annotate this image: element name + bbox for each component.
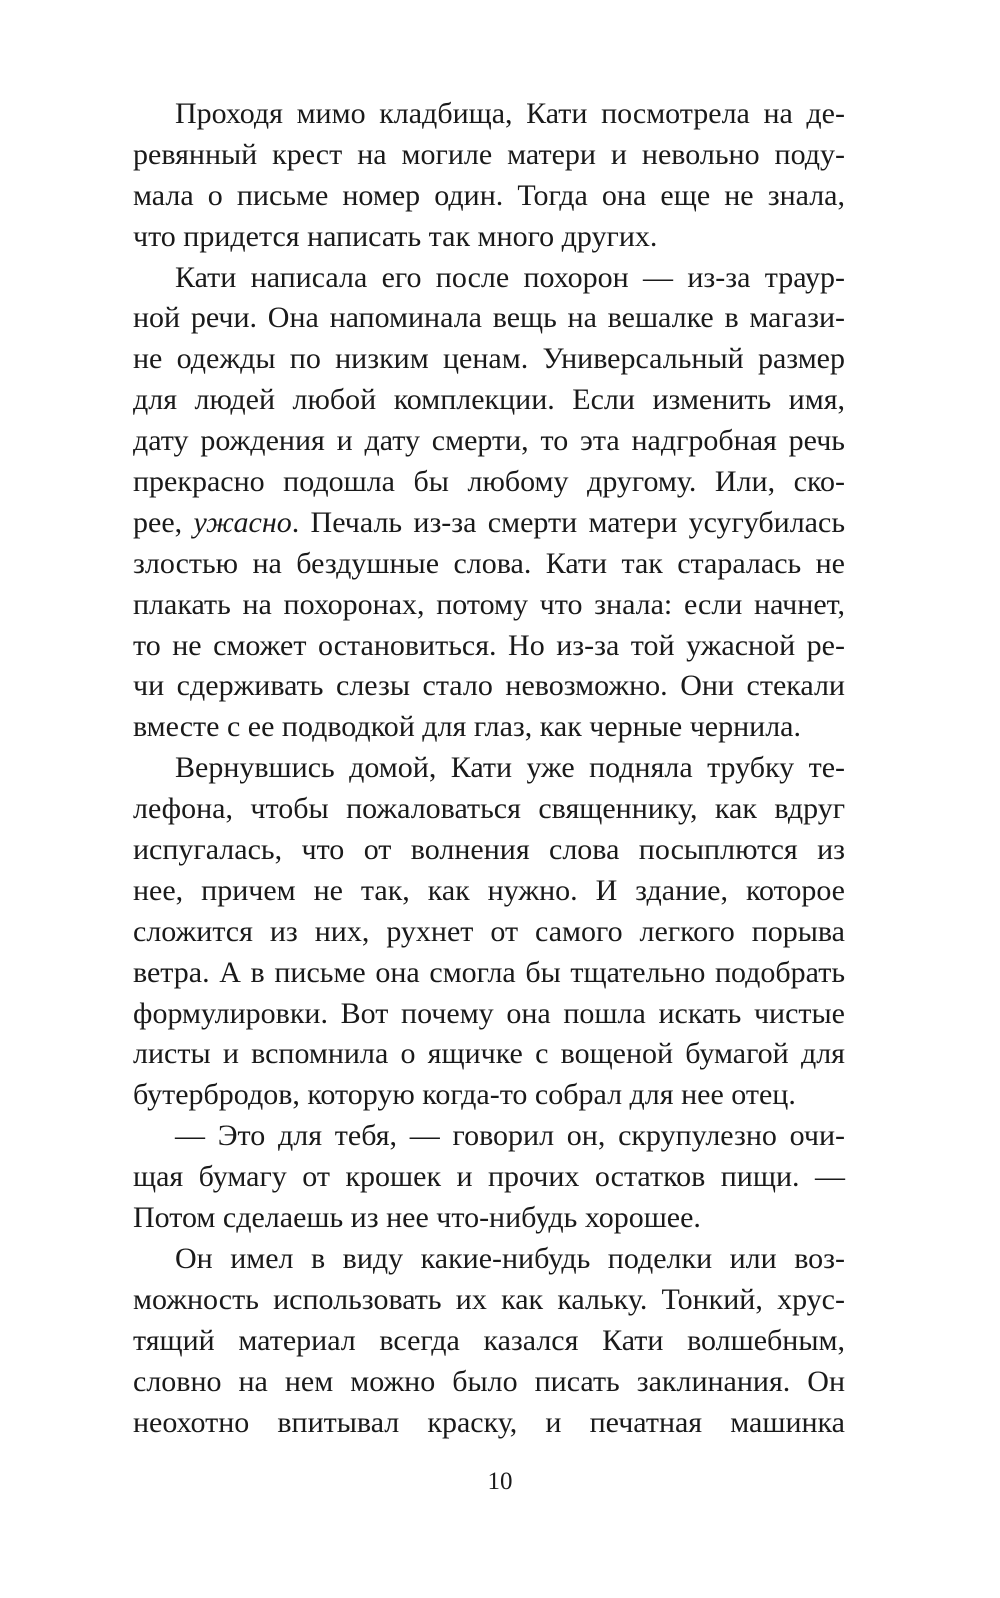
- text-line: прекрасно подошла бы любому другому. Или, ско-: [133, 465, 845, 499]
- text-line: щая бумагу от крошек и прочих остатков пищи. —: [133, 1160, 845, 1194]
- text-line-with-emphasis: [133, 503, 845, 544]
- text-line: Проходя мимо кладбища, Кати посмотрела на де-: [175, 97, 845, 130]
- text-line: ветра. А в письме она смогла бы тщательно подобрать: [133, 955, 845, 989]
- text-line: не одежды по низким ценам. Универсальный размер: [133, 342, 845, 376]
- text-line: Потом сделаешь из нее что-нибудь хорошее.: [133, 1201, 701, 1235]
- text-line: испугалась, что от волнения слова посыплются из: [133, 833, 845, 867]
- text-line: неохотно впитывал краску, и печатная машинка: [133, 1405, 845, 1439]
- page-body: [133, 94, 845, 1443]
- paragraph-dialogue: [133, 1116, 845, 1239]
- text-line: — Это для тебя, — говорил он, скрупулезно очи-: [175, 1119, 845, 1153]
- text-line: мала о письме номер один. Тогда она еще не знала,: [133, 178, 845, 212]
- text-line: дату рождения и дату смерти, то эта надгробная речь: [133, 424, 845, 458]
- text-line: злостью на бездушные слова. Кати так старалась не: [133, 546, 845, 580]
- paragraph: [133, 94, 845, 258]
- paragraph: [133, 258, 845, 749]
- text-line: можность использовать их как кальку. Тонкий, хрус-: [133, 1282, 845, 1316]
- text-line: тящий материал всегда казался Кати волшебным,: [133, 1323, 845, 1357]
- text-line: для людей любой комплекции. Если изменить имя,: [133, 383, 845, 417]
- text-line: то не сможет остановиться. Но из-за той ужасной ре-: [133, 628, 845, 662]
- text-line: что придется написать так много других.: [133, 219, 658, 253]
- text-fragment: . Печаль из-за смерти матери усугубилась: [291, 505, 845, 539]
- text-line: нее, причем не так, как нужно. И здание, которое: [133, 873, 845, 907]
- text-line: плакать на похоронах, потому что знала: если начнет,: [133, 587, 845, 621]
- text-line: бутербродов, которую когда-то собрал для нее отец.: [133, 1078, 796, 1112]
- text-line: листы и вспомнила о ящичке с вощеной бумагой для: [133, 1037, 845, 1071]
- paragraph: [133, 748, 845, 1116]
- text-line: словно на нем можно было писать заклинания. Он: [133, 1364, 845, 1398]
- text-line: Вернувшись домой, Кати уже подняла трубку те-: [175, 751, 845, 785]
- text-line: Кати написала его после похорон — из-за траур-: [175, 260, 845, 294]
- text-line: чи сдерживать слезы стало невозможно. Они стекали: [133, 669, 845, 703]
- emphasized-word: ужасно: [193, 505, 292, 539]
- text-line: ревянный крест на могиле матери и невольно поду-: [133, 137, 845, 171]
- text-line: ной речи. Она напоминала вещь на вешалке в магази-: [133, 301, 845, 335]
- paragraph: [133, 1239, 845, 1443]
- page-number: 10: [487, 1468, 513, 1495]
- text-line: лефона, чтобы пожаловаться священнику, как вдруг: [133, 792, 845, 826]
- text-line: вместе с ее подводкой для глаз, как черные чернила.: [133, 710, 801, 744]
- text-line: сложится из них, рухнет от самого легкого порыва: [133, 914, 845, 948]
- text-line: формулировки. Вот почему она пошла искать чистые: [133, 996, 845, 1030]
- text-line: Он имел в виду какие-нибудь поделки или воз-: [175, 1241, 845, 1275]
- text-fragment: рее,: [133, 505, 194, 539]
